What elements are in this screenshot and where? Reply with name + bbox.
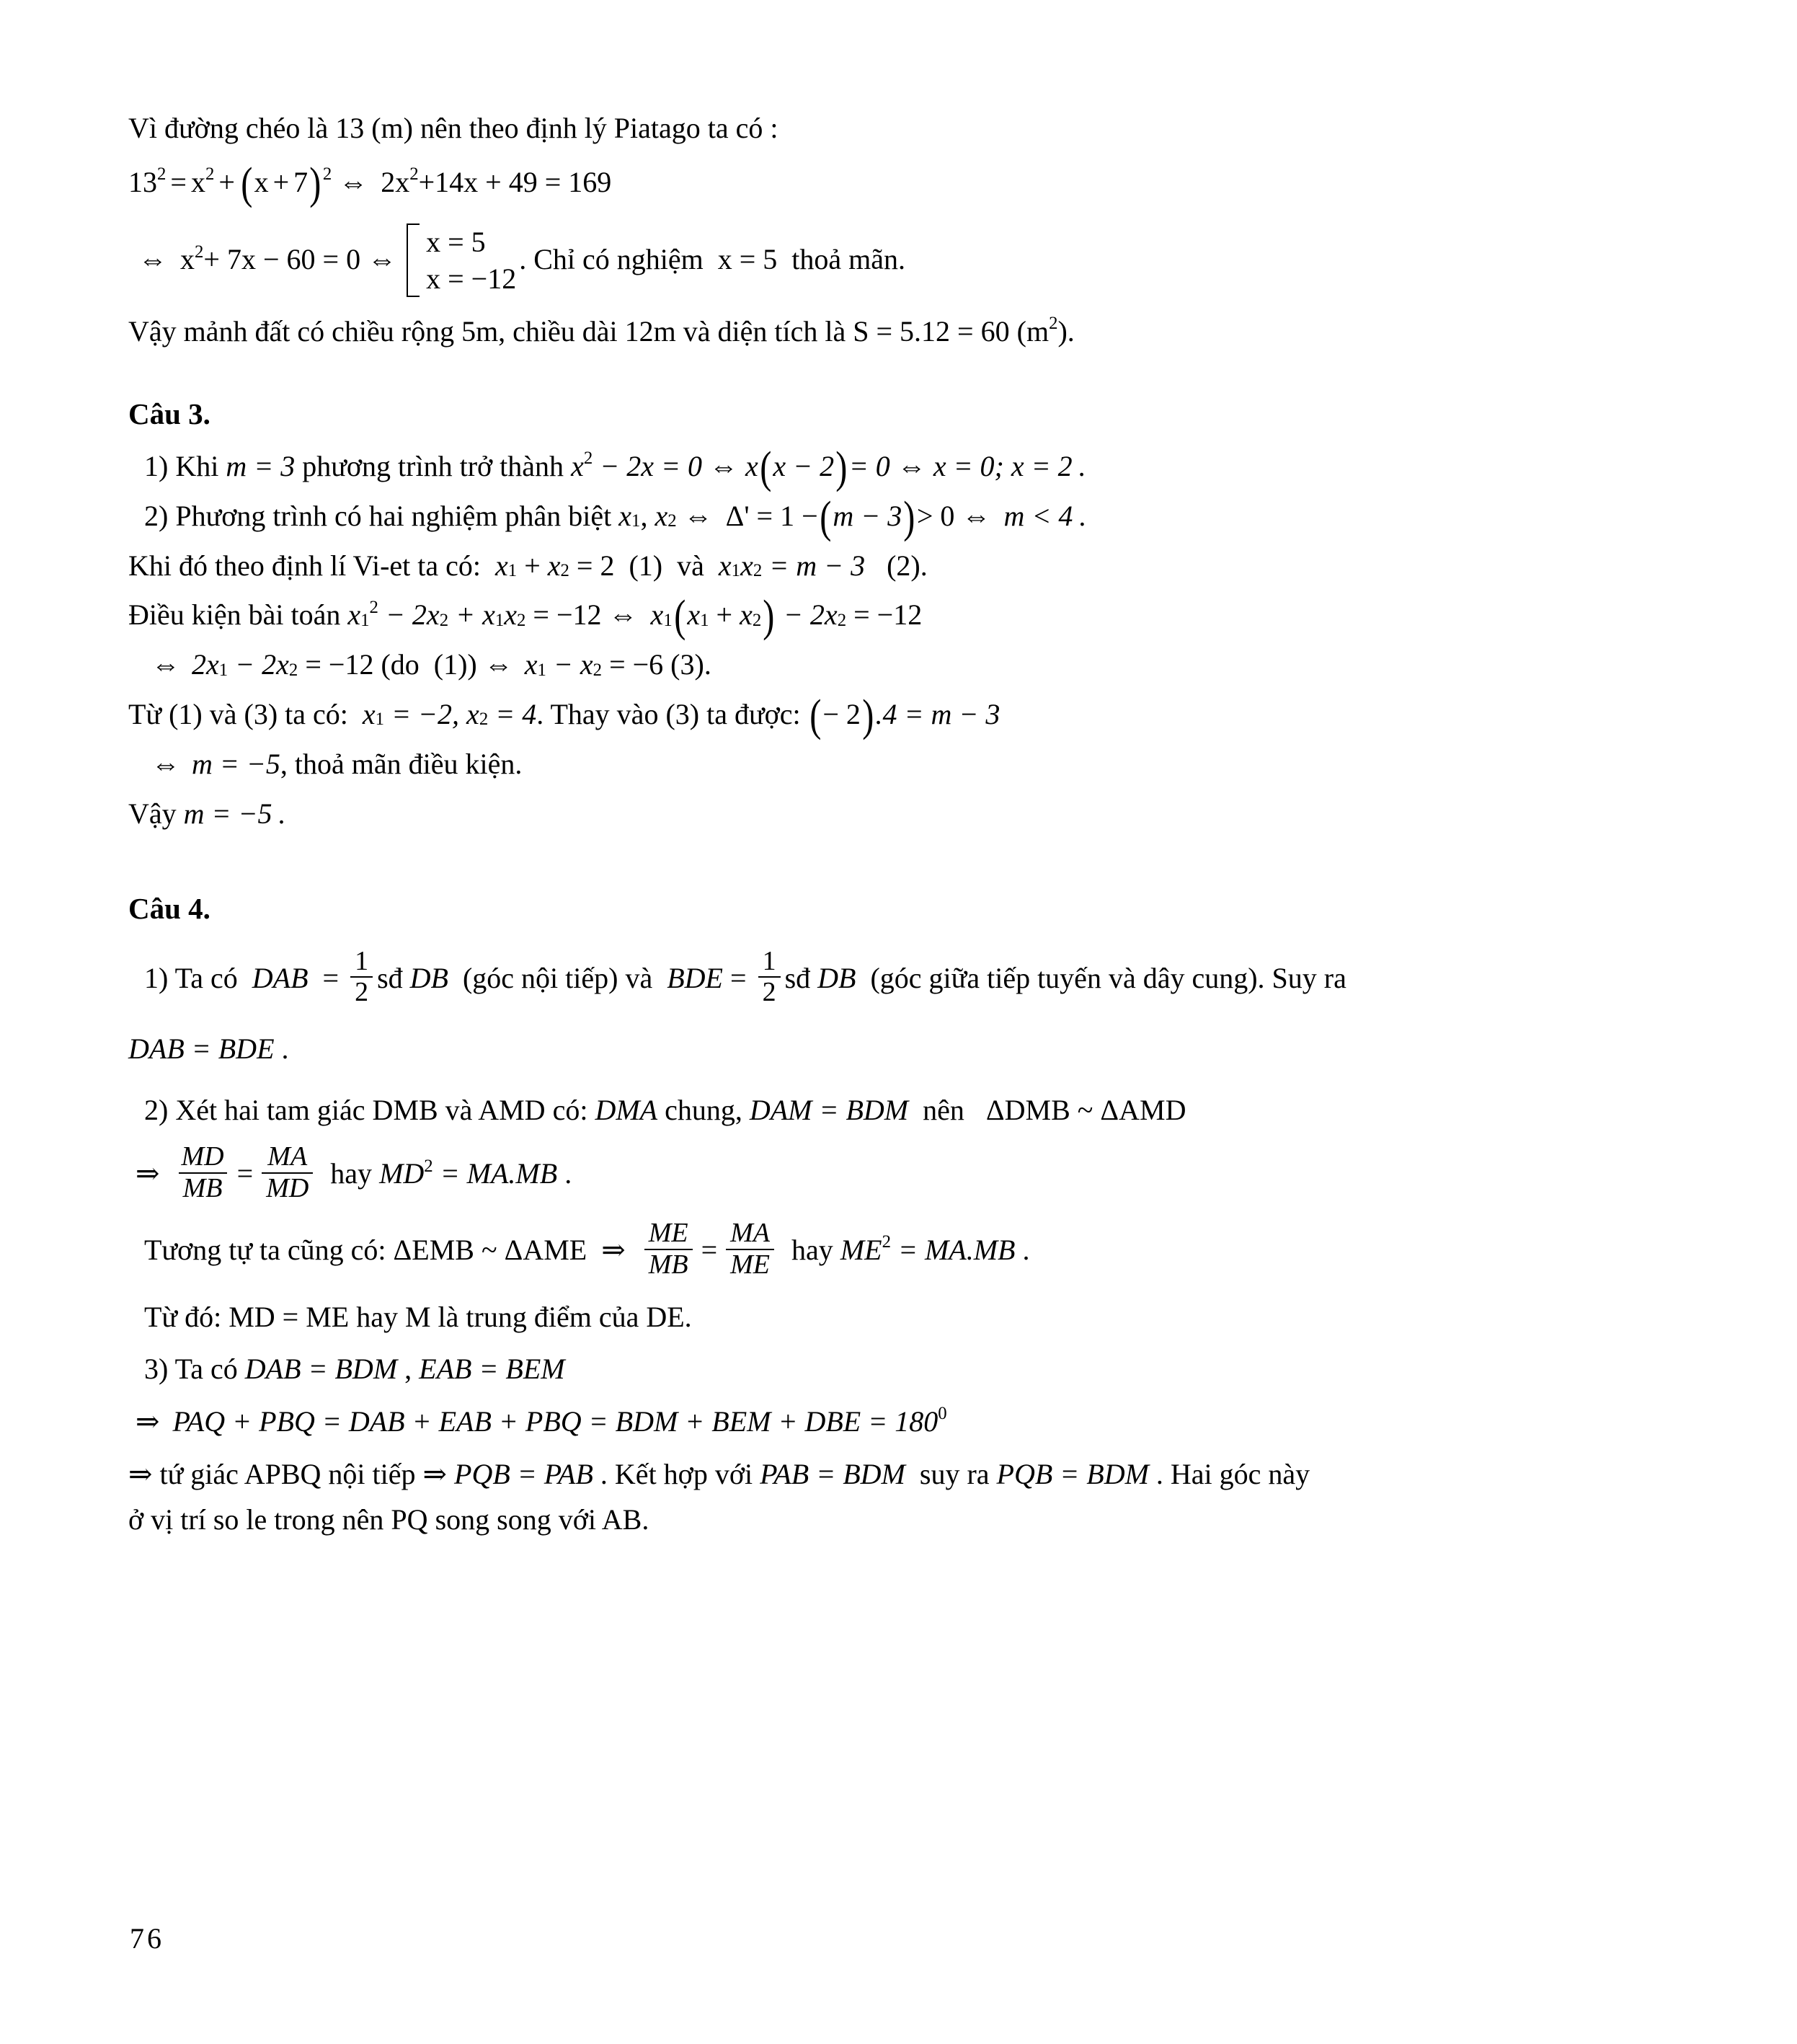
cau4-item-3 bbox=[128, 1349, 1656, 1390]
viet-x1: x bbox=[495, 549, 508, 582]
cau3-item2-iff2: ⇔ bbox=[962, 499, 991, 532]
line8-m-value: m = −5 bbox=[183, 797, 272, 830]
heading-cau-4-label: Câu 4. bbox=[128, 892, 210, 926]
cau4-item-2 bbox=[128, 1090, 1656, 1131]
eq1-iff: ⇔ bbox=[339, 165, 368, 198]
cau4-item3c-t4: . Hai góc này bbox=[1148, 1457, 1310, 1490]
cau3-item2-period: . bbox=[1078, 499, 1086, 532]
eq1-term1: x bbox=[190, 165, 205, 198]
cau4-item1b-eq: DAB = BDE bbox=[128, 1032, 275, 1066]
cau3-item2-x2: x bbox=[655, 499, 668, 532]
cau4-item3b-implies: ⇒ bbox=[136, 1405, 160, 1438]
line7-tail: , thoả mãn điều kiện. bbox=[280, 747, 523, 780]
line5-d: x bbox=[524, 648, 538, 681]
line6-v1: = −2, bbox=[384, 697, 467, 730]
cau4-item2c-rhs: = MA.MB bbox=[890, 1234, 1016, 1267]
eq1-paren-close: ) bbox=[309, 159, 321, 208]
cau4-item-1b bbox=[128, 1029, 1656, 1070]
cau3-item2-x1: x bbox=[618, 499, 632, 532]
cau3-item1-period: . bbox=[1078, 449, 1086, 482]
cau3-line-8 bbox=[128, 794, 1656, 835]
system-case-1: x = 5 bbox=[426, 225, 486, 258]
cau3-condition-line: Điều kiện bài toán x 1 2 − 2x 2 + x 1 x 2 = −12 ⇔ x 1 ( x 1 + x 2 ) − 2x 2 = −12 bbox=[128, 592, 923, 642]
cau4-item-3d bbox=[128, 1500, 1656, 1541]
eq2-iff2: ⇔ bbox=[368, 243, 397, 276]
page-number: 76 bbox=[130, 1922, 164, 1955]
cau4-item3c-t2: . Kết hợp với bbox=[593, 1457, 760, 1490]
condition-label: Điều kiện bài toán bbox=[128, 598, 348, 632]
eq1-rhs-tail: +14x + 49 = 169 bbox=[418, 165, 612, 198]
cau4-item3-comma: , bbox=[397, 1353, 420, 1386]
line5-f: = −6 (3). bbox=[602, 648, 711, 681]
line8-label: Vậy bbox=[128, 797, 184, 830]
condition-r-end: = −12 bbox=[846, 598, 923, 632]
viet-product-value: = m − 3 bbox=[762, 549, 866, 582]
fraction-numerator: ME bbox=[648, 1217, 688, 1248]
cau4-sd-1: sđ bbox=[377, 962, 410, 995]
condition-r-plus: + bbox=[709, 598, 740, 632]
conclusion-cau2: Vậy mảnh đất có chiều rộng 5m, chiều dài 12m và diện tích là S = 5.12 = 60 (m 2 ). bbox=[128, 311, 1656, 353]
viet-num-2: (2). bbox=[865, 549, 928, 582]
cau4-item1-eq2: = bbox=[723, 962, 754, 995]
condition-r-x1: x bbox=[687, 598, 701, 632]
cau4-item2b-equals: = bbox=[236, 1157, 254, 1190]
cau4-item3-eq2: EAB = BEM bbox=[419, 1353, 565, 1386]
cau4-item-2d bbox=[128, 1297, 1656, 1338]
cau4-item3c-t1: tứ giác APBQ nội tiếp bbox=[152, 1457, 423, 1490]
cau4-item2c-label: Tương tự ta cũng có: bbox=[144, 1234, 394, 1267]
cau3-line-6: Từ (1) và (3) ta có: x 1 = −2, x 2 = 4 . Thay vào (3) ta được: ( − 2 ) .4 = m − 3 bbox=[128, 691, 1000, 740]
cau4-item2c-implies: ⇒ bbox=[587, 1234, 640, 1267]
fraction-denominator: 2 bbox=[350, 976, 373, 1007]
line5-b: − 2x bbox=[228, 648, 289, 681]
cau4-item3c-t3: suy ra bbox=[905, 1457, 997, 1490]
cau4-item2b-hay: hay bbox=[323, 1157, 380, 1190]
cau4-note-1: (góc nội tiếp) và bbox=[448, 962, 667, 995]
line6-paren-open: ( bbox=[809, 691, 822, 740]
cau3-item1-mid: phương trình trở thành bbox=[295, 449, 572, 482]
line7-iff: ⇔ bbox=[151, 747, 180, 780]
conclusion-text: Vậy mảnh đất có chiều rộng 5m, chiều dài 12m và diện tích là S = 5.12 = 60 (m bbox=[128, 314, 1050, 348]
cau4-item2c-hay: hay bbox=[784, 1234, 840, 1267]
condition-paren-open: ( bbox=[673, 592, 686, 642]
heading-cau-3 bbox=[128, 393, 1656, 435]
line6-label: Từ (1) và (3) ta có: bbox=[128, 697, 363, 730]
cau3-line-7 bbox=[128, 744, 1656, 785]
eq1-paren-x: x bbox=[254, 165, 269, 198]
cau4-item3c-implies2: ⇒ bbox=[422, 1457, 448, 1490]
eq2-iff1: ⇔ bbox=[138, 243, 167, 276]
heading-cau-3-label: Câu 3. bbox=[128, 397, 210, 430]
cau3-item1-iff1: ⇔ bbox=[709, 449, 738, 482]
cau3-item1-paren-open: ( bbox=[760, 443, 772, 492]
fraction-denominator: MB bbox=[644, 1249, 693, 1280]
condition-t4: = −12 bbox=[525, 598, 602, 632]
condition-x1: x bbox=[347, 598, 361, 632]
cau3-item2-comma: , bbox=[640, 499, 655, 532]
fraction-me-mb bbox=[644, 1219, 693, 1280]
cau4-item3d-text: ở vị trí so le trong nên PQ song song với AB. bbox=[128, 1503, 649, 1536]
cau3-item-2: 2) Phương trình có hai nghiệm phân biệt x 1 , x 2 ⇔ Δ' = 1 − ( m − 3 ) > 0 ⇔ m < 4 . bbox=[144, 492, 1086, 542]
cau3-item1-iff2: ⇔ bbox=[897, 449, 926, 482]
condition-r1: x bbox=[650, 598, 664, 632]
eq2-lhs-tail: + 7x − 60 = 0 bbox=[203, 243, 361, 276]
viet-p1: x bbox=[718, 549, 732, 582]
viet-x2: x bbox=[547, 549, 561, 582]
fraction-one-half-b bbox=[758, 947, 781, 1008]
fraction-denominator: MD bbox=[262, 1172, 313, 1203]
cau3-line-5: ⇔ 2x 1 − 2x 2 = −12 (do (1)) ⇔ x 1 − x 2 = −6 (3). bbox=[128, 645, 1656, 686]
conclusion-tail: ). bbox=[1057, 314, 1075, 348]
eq1-equals: = bbox=[170, 165, 187, 198]
cau4-item-3b: ⇒ PAQ + PBQ = DAB + EAB + PBQ = BDM + BEM + DBE = 180 0 bbox=[128, 1402, 1656, 1443]
cau3-item1-label: 1) Khi bbox=[144, 449, 226, 482]
condition-r-x2: x bbox=[740, 598, 753, 632]
cau4-item2c-me: ME bbox=[840, 1234, 882, 1267]
line6-x1: x bbox=[362, 697, 376, 730]
cau4-item1-label: 1) Ta có bbox=[144, 962, 252, 995]
cau3-item1-roots: x = 0; x = 2 bbox=[933, 449, 1073, 482]
cau4-item3-eq1: DAB = BDM bbox=[244, 1353, 398, 1386]
line6-paren-close: ) bbox=[862, 691, 874, 740]
cau4-arc-db-1: DB bbox=[409, 962, 448, 995]
eq2-tail-note: . Chỉ có nghiệm x = 5 thoả mãn. bbox=[519, 243, 906, 276]
viet-num-1: (1) và bbox=[614, 549, 719, 582]
cau3-item2-gt0: > 0 bbox=[916, 499, 955, 532]
condition-r-tail: − 2x bbox=[776, 598, 838, 632]
cau4-item2b-implies: ⇒ bbox=[136, 1157, 160, 1190]
cau3-item1-rest: − 2x = 0 bbox=[593, 449, 702, 482]
heading-cau-4 bbox=[128, 888, 1656, 929]
cau4-item2c-similar: ΔEMB ~ ΔAME bbox=[393, 1234, 587, 1267]
system-case-2: x = −12 bbox=[426, 262, 517, 295]
fraction-ma-me bbox=[726, 1219, 774, 1280]
cau3-item2-m-range: m < 4 bbox=[1003, 499, 1073, 532]
cau4-item2b-period: . bbox=[557, 1157, 572, 1190]
cau4-item3c-eq1: PQB = PAB bbox=[454, 1457, 593, 1490]
line6-tail: .4 = m − 3 bbox=[875, 697, 1000, 730]
condition-t3: x bbox=[504, 598, 518, 632]
cau4-angle-bde: BDE bbox=[667, 962, 723, 995]
cau4-item3c-implies1: ⇒ bbox=[128, 1457, 153, 1490]
cau4-item-2c: Tương tự ta cũng có: ΔEMB ~ ΔAME ⇒ $\frac{ME}{MB}$ = $\frac{MA}{ME}$ hay ME 2 = MA.MB . bbox=[144, 1217, 1030, 1280]
cau4-sd-2: sđ bbox=[784, 962, 818, 995]
cau4-item2-label: 2) Xét hai tam giác DMB và AMD có: bbox=[144, 1094, 595, 1127]
fraction-md-mb bbox=[177, 1143, 228, 1203]
viet-plus: + bbox=[517, 549, 548, 582]
cau3-item1-factor-eq: = 0 bbox=[848, 449, 890, 482]
cau3-item2-paren-close: ) bbox=[903, 492, 915, 542]
cau3-item1-x: x bbox=[571, 449, 584, 482]
condition-iff: ⇔ bbox=[608, 598, 638, 632]
fraction-one-half-a bbox=[350, 947, 373, 1008]
cau3-item2-label: 2) Phương trình có hai nghiệm phân biệt bbox=[144, 499, 619, 532]
condition-paren-close: ) bbox=[763, 592, 775, 642]
equation-system-cases bbox=[407, 224, 516, 297]
page-content bbox=[128, 108, 1656, 1544]
cau4-item-2b: ⇒ $\frac{MD}{MB}$ = $\frac{MA}{MD}$ hay MD 2 = MA.MB . bbox=[136, 1141, 572, 1203]
cau4-item3b-expression: PAQ + PBQ = DAB + EAB + PBQ = BDM + BEM + DBE = 180 bbox=[172, 1405, 939, 1438]
line5-e: − x bbox=[546, 648, 593, 681]
cau4-item2-mid2: nên bbox=[908, 1094, 986, 1127]
eq1-rhs: 2x bbox=[381, 165, 410, 198]
fraction-numerator: 1 bbox=[355, 945, 369, 976]
line6-v2: = 4 bbox=[488, 697, 537, 730]
cau3-item1-paren-close: ) bbox=[835, 443, 848, 492]
line6-mid: . Thay vào (3) ta được: bbox=[536, 697, 808, 730]
cau3-item1-m-value: m = 3 bbox=[226, 449, 296, 482]
cau4-item2b-rhs: = MA.MB bbox=[432, 1157, 558, 1190]
cau3-item1-paren-inner: x − 2 bbox=[773, 449, 835, 482]
cau4-item2b-md: MD bbox=[379, 1157, 425, 1190]
line6-x2: x bbox=[466, 697, 479, 730]
cau4-item2-similar: ΔDMB ~ ΔAMD bbox=[985, 1094, 1186, 1127]
fraction-ma-md bbox=[262, 1143, 313, 1203]
cau4-item2d-text: Từ đó: MD = ME hay M là trung điểm của DE. bbox=[144, 1300, 692, 1333]
piatago-sentence: Vì đường chéo là 13 (m) nên theo định lý Piatago ta có : bbox=[128, 112, 778, 144]
cau3-item2-paren-inner: m − 3 bbox=[833, 499, 902, 532]
line8-period: . bbox=[278, 797, 285, 830]
cau4-item2-angle-eq: DAM = BDM bbox=[749, 1094, 909, 1127]
fraction-denominator: ME bbox=[726, 1249, 774, 1280]
cau4-item-3c bbox=[128, 1454, 1656, 1495]
cau3-item2-paren-open: ( bbox=[819, 492, 832, 542]
cau4-item3-label: 3) Ta có bbox=[144, 1353, 245, 1386]
cau4-arc-db-2: DB bbox=[817, 962, 856, 995]
fraction-numerator: 1 bbox=[762, 945, 776, 976]
line5-c: = −12 (do (1)) bbox=[298, 648, 477, 681]
viet-p2: x bbox=[740, 549, 753, 582]
eq1-paren-open: ( bbox=[241, 159, 253, 208]
viet-label: Khi đó theo định lí Vi-et ta có: bbox=[128, 549, 496, 582]
cau4-angle-dab: DAB bbox=[252, 962, 309, 995]
cau3-item1-factor-x: x bbox=[745, 449, 758, 482]
cau4-item3c-eq3: PQB = BDM bbox=[996, 1457, 1149, 1490]
fraction-numerator: MA bbox=[267, 1141, 308, 1172]
viet-sum-value: = 2 bbox=[569, 549, 615, 582]
cau4-item2c-period: . bbox=[1015, 1234, 1030, 1267]
condition-t1: − 2x bbox=[378, 598, 440, 632]
cau3-viet-line: Khi đó theo định lí Vi-et ta có: x 1 + x 2 = 2 (1) và x 1 x 2 = m − 3 (2). bbox=[128, 546, 1656, 587]
cau4-item3c-eq2: PAB = BDM bbox=[760, 1457, 905, 1490]
cau4-item-1 bbox=[128, 945, 1656, 1009]
text-line-piatago bbox=[128, 108, 1656, 149]
eq1-lhs-base: 13 bbox=[128, 165, 157, 198]
cau4-item1-eq1: = bbox=[308, 962, 347, 995]
system-bracket bbox=[407, 224, 420, 297]
cau4-item2-mid1: chung, bbox=[657, 1094, 750, 1127]
cau3-item-1: 1) Khi m = 3 phương trình trở thành x 2 − 2x = 0 ⇔ x ( x − 2 ) = 0 ⇔ x = 0; x = 2 . bbox=[144, 443, 1086, 492]
cau4-item2c-equals: = bbox=[701, 1234, 718, 1267]
line5-a: 2x bbox=[192, 648, 219, 681]
fraction-numerator: MD bbox=[181, 1141, 224, 1172]
condition-t2: + x bbox=[448, 598, 495, 632]
cau4-item1b-period: . bbox=[274, 1032, 289, 1066]
equation-line-2: ⇔ x 2 + 7x − 60 = 0 ⇔ x = 5 x = −12 . Chỉ có nghiệm x = 5 thoả mãn. bbox=[128, 224, 1656, 297]
cau4-note-2: (góc giữa tiếp tuyến và dây cung). Suy ra bbox=[856, 962, 1346, 995]
line7-m-value: m = −5 bbox=[192, 747, 280, 780]
eq1-paren-seven: 7 bbox=[293, 165, 309, 198]
cau3-item2-iff1: ⇔ bbox=[683, 499, 713, 532]
eq2-lhs: x bbox=[180, 243, 195, 276]
equation-line-1: 13 2 = x 2 + ( x + 7 ) 2 ⇔ 2x 2 +14x + 49 = 169 bbox=[128, 159, 612, 208]
eq1-paren-plus: + bbox=[272, 165, 290, 198]
line6-paren-inner: − 2 bbox=[822, 697, 861, 730]
line5-iff1: ⇔ bbox=[151, 648, 180, 681]
fraction-numerator: MA bbox=[730, 1217, 771, 1248]
cau3-item2-delta: Δ' = 1 − bbox=[725, 499, 818, 532]
cau4-item2-angle-dma: DMA bbox=[595, 1094, 658, 1127]
eq1-plus: + bbox=[218, 165, 235, 198]
fraction-denominator: MB bbox=[179, 1172, 227, 1203]
line5-iff2: ⇔ bbox=[484, 648, 513, 681]
fraction-denominator: 2 bbox=[758, 976, 781, 1007]
